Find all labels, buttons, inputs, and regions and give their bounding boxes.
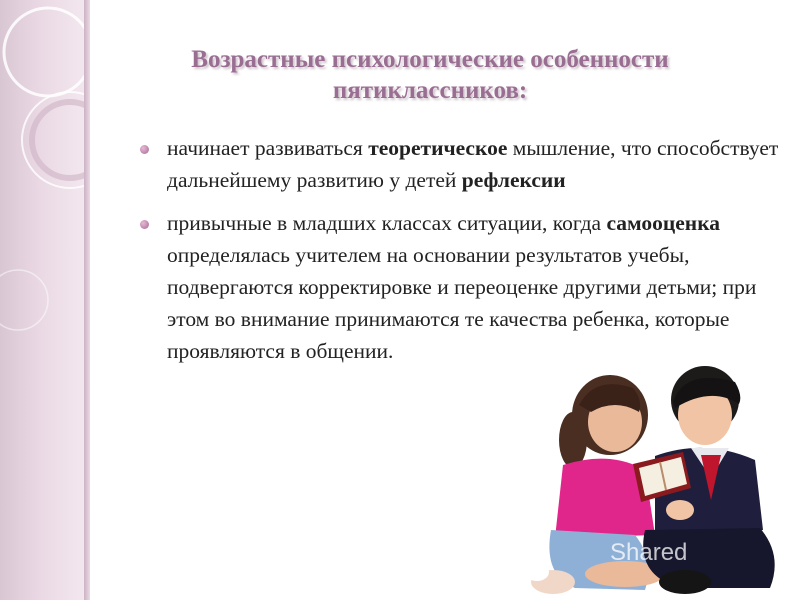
bullet-bold: самооценка [606, 211, 720, 235]
children-reading-photo [515, 360, 785, 600]
bullet-text: мышление, что способствует дальнейшему развитию у детей [167, 136, 779, 192]
bullet-icon [140, 220, 149, 229]
watermark-text: Shared [610, 539, 688, 566]
bullet-bold: теоретическое [368, 136, 508, 160]
bullet-bold: рефлексии [461, 168, 566, 192]
bullet-list [140, 132, 780, 378]
decorative-side-band [0, 0, 90, 600]
bullet-item-self-esteem [140, 207, 780, 367]
band-edge [84, 0, 90, 600]
title-line-1: Возрастные психологические особенности [191, 46, 669, 73]
bullet-item-thinking [140, 132, 780, 196]
bullet-icon [140, 145, 149, 154]
decorative-circles-icon [0, 0, 90, 600]
bullet-text: определялась учителем на основании результатов учебы, подвергаются корректировке и переоценке другими детьми; при этом во внимание принимаются те качества ребенка, которые проявляются в общении. [167, 243, 757, 363]
bullet-text: начинает развиваться [167, 136, 369, 160]
bullet-text: привычные в младших классах ситуации, когда [167, 211, 607, 235]
title-line-2: пятиклассников: [332, 77, 528, 104]
slide-title [150, 44, 710, 106]
